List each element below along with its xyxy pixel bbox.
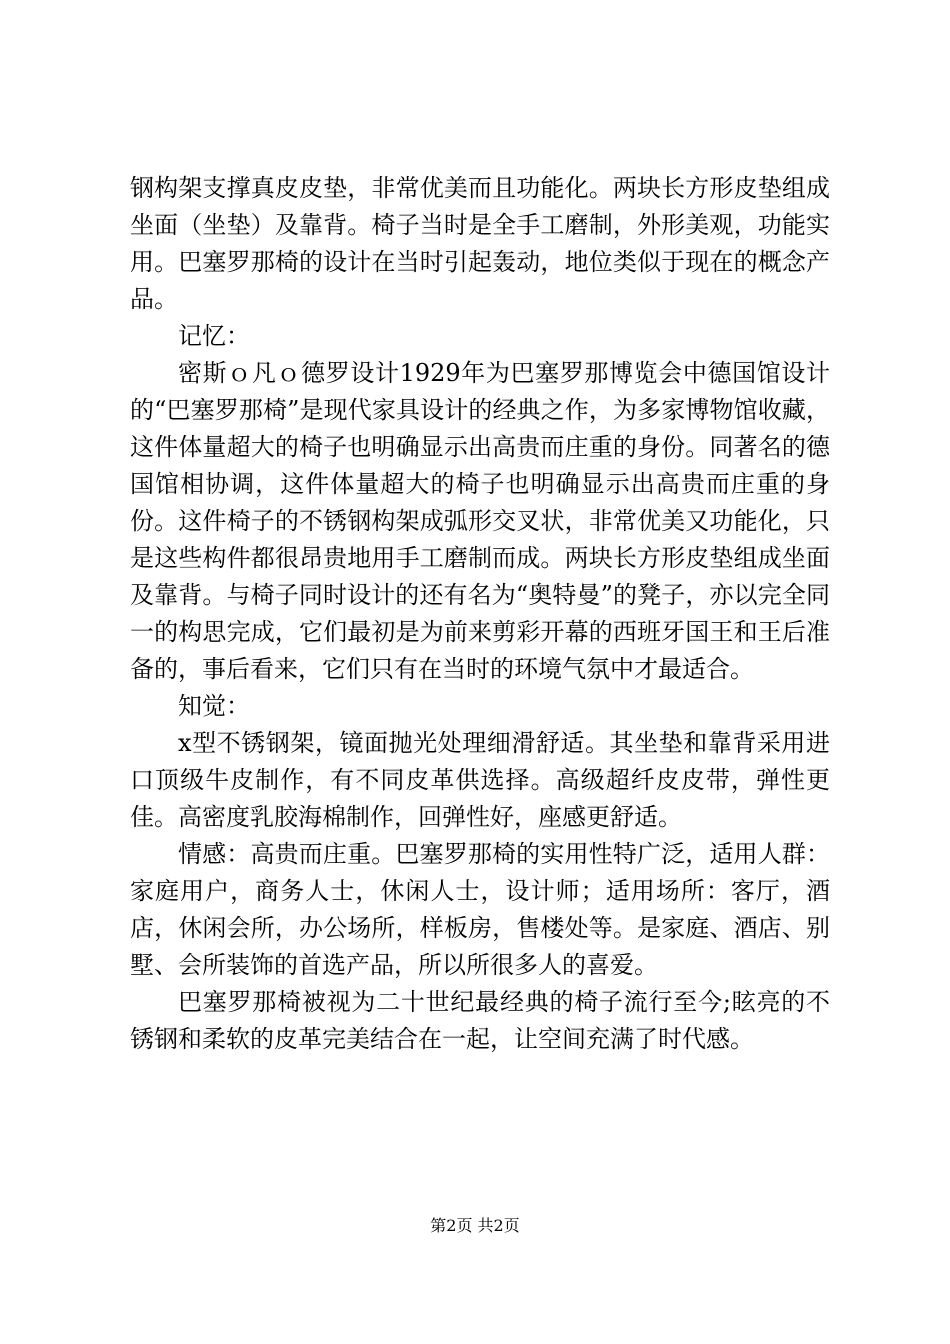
paragraph-conclusion: 巴塞罗那椅被视为二十世纪最经典的椅子流行至今;眩亮的不锈钢和柔软的皮革完美结合在一起，让空间充满了时代感。 xyxy=(130,988,830,1053)
body-text xyxy=(130,170,830,1058)
page-footer: 第2页 共2页 xyxy=(430,1216,520,1235)
paragraph-memory: 密斯ｏ凡ｏ德罗设计1929年为巴塞罗那博览会中德国馆设计的“巴塞罗那椅”是现代家具设计的经典之作，为多家博物馆收藏，这件体量超大的椅子也明确显示出高贵而庄重的身份。同著名的德国馆相协调，这件体量超大的椅子也明确显示出高贵而庄重的身份。这件椅子的不锈钢构架成弧形交叉状，非常优美又功能化，只是这些构件都很昂贵地用手工磨制而成。两块长方形皮垫组成坐面及靠背。与椅子同时设计的还有名为“奥特曼”的凳子，亦以完全同一的构思完成，它们最初是为前来剪彩开幕的西班牙国王和王后准备的，事后看来，它们只有在当时的环境气氛中才最适合。 xyxy=(130,359,830,683)
paragraph-intro: 钢构架支撑真皮皮垫，非常优美而且功能化。两块长方形皮垫组成坐面（坐垫）及靠背。椅子当时是全手工磨制，外形美观，功能实用。巴塞罗那椅的设计在当时引起轰动，地位类似于现在的概念产品。 xyxy=(130,174,830,313)
paragraph-emotion: 情感：高贵而庄重。巴塞罗那椅的实用性特广泛，适用人群：家庭用户，商务人士，休闲人士，设计师；适用场所：客厅，酒店，休闲会所，办公场所，样板房，售楼处等。是家庭、酒店、别墅、会所装饰的首选产品，所以所很多人的喜爱。 xyxy=(130,840,830,979)
heading-memory: 记忆： xyxy=(178,322,250,350)
heading-perception: 知觉： xyxy=(178,692,250,720)
paragraph-perception: x型不锈钢架，镜面抛光处理细滑舒适。其坐垫和靠背采用进口顶级牛皮制作，有不同皮革供选择。高级超纤皮皮带，弹性更佳。高密度乳胶海棉制作，回弹性好，座感更舒适。 xyxy=(130,729,830,831)
